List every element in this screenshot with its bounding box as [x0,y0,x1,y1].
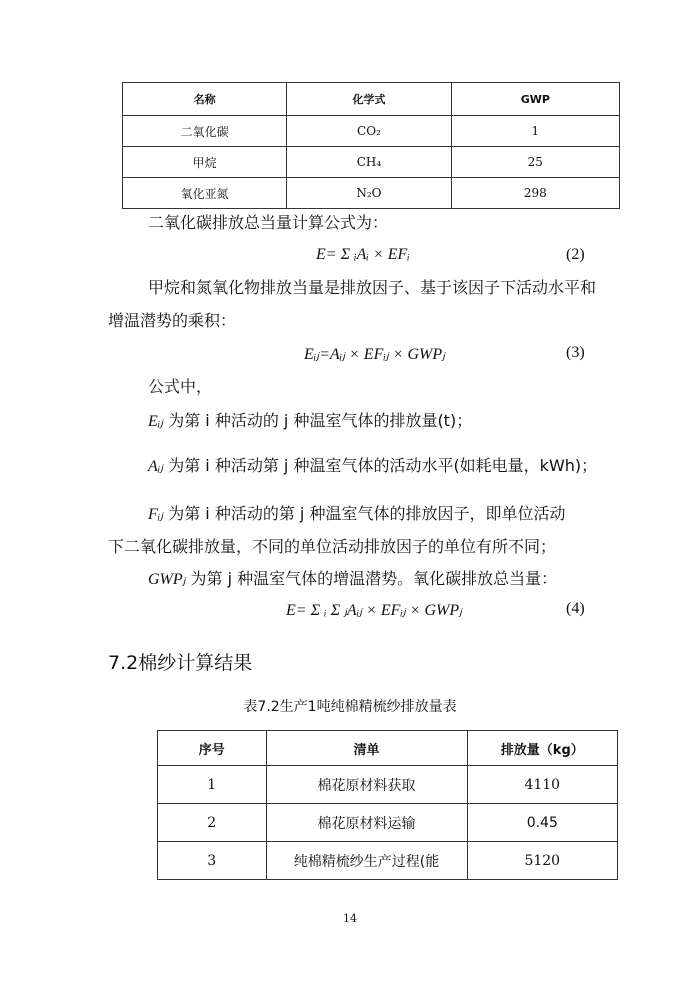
paragraph-methane-cont: 增温潜势的乘积： [108,311,237,330]
header-no: 序号 [158,731,267,766]
definition-gwp-text: 为第 j 种温室气体的增温潜势。氧化碳排放总当量： [190,569,558,588]
paragraph-where: 公式中， [148,377,213,396]
table-row [123,116,620,147]
cell-item: 纯棉精梳纱生产过程(能 [266,842,467,880]
cell-formula: CH₄ [287,147,451,178]
emission-table [157,730,618,880]
cell-name: 氧化亚氮 [123,178,287,209]
table-row [158,766,618,804]
definition-e-text: 为第 i 种活动的 j 种温室气体的排放量(t)； [168,411,473,430]
table-row [158,804,618,842]
header-item: 清单 [266,731,467,766]
section-title: 7.2棉纱计算结果 [108,652,253,674]
definition-gwp [148,568,557,591]
table-header-row [158,731,618,766]
definition-e [148,410,472,433]
header-value: 排放量（kg） [467,731,617,766]
paragraph-methane: 甲烷和氮氧化物排放当量是排放因子、基于该因子下活动水平和 [148,278,597,297]
symbol-gwp: GWPⱼ [148,571,186,588]
table-header-row [123,83,620,116]
header-name: 名称 [123,83,287,116]
formula-4: E= Σ ᵢ Σ ⱼAᵢⱼ × EFᵢⱼ × GWPⱼ [286,602,462,619]
cell-value: 5120 [467,842,617,880]
formula-3: Eᵢⱼ=Aᵢⱼ × EFᵢⱼ × GWPⱼ [304,346,445,363]
cell-no: 1 [158,766,267,804]
symbol-f: Fᵢⱼ [148,506,164,523]
paragraph-intro: 二氧化碳排放总当量计算公式为： [148,213,389,232]
table-caption: 表7.2生产1吨纯棉精梳纱排放量表 [243,699,457,715]
definition-a-text: 为第 i 种活动第 j 种温室气体的活动水平(如耗电量，kWh)； [168,456,598,475]
cell-item: 棉花原材料运输 [266,804,467,842]
definition-f-cont: 下二氧化碳排放量，不同的单位活动排放因子的单位有所不同； [108,537,557,556]
cell-no: 2 [158,804,267,842]
symbol-e: Eᵢⱼ [148,413,164,430]
cell-gwp: 298 [451,178,619,209]
symbol-a: Aᵢⱼ [148,458,164,475]
cell-gwp: 1 [451,116,619,147]
cell-gwp: 25 [451,147,619,178]
cell-name: 二氧化碳 [123,116,287,147]
table-row [158,842,618,880]
definition-f-text: 为第 i 种活动的第 j 种温室气体的排放因子，即单位活动 [168,504,566,523]
definition-a [148,455,597,478]
gwp-table [122,82,620,209]
page-number: 14 [343,912,357,925]
table-row [123,147,620,178]
cell-value: 4110 [467,766,617,804]
cell-formula: N₂O [287,178,451,209]
cell-no: 3 [158,842,267,880]
definition-f [148,503,565,526]
cell-formula: CO₂ [287,116,451,147]
table-row [123,178,620,209]
equation-number-2: (2) [566,246,585,263]
header-gwp: GWP [451,83,619,116]
formula-2: E= Σ ᵢAᵢ × EFᵢ [316,246,410,263]
cell-item: 棉花原材料获取 [266,766,467,804]
cell-name: 甲烷 [123,147,287,178]
equation-number-3: (3) [566,344,585,361]
cell-value: 0.45 [467,804,617,842]
equation-number-4: (4) [566,600,585,617]
header-formula: 化学式 [287,83,451,116]
